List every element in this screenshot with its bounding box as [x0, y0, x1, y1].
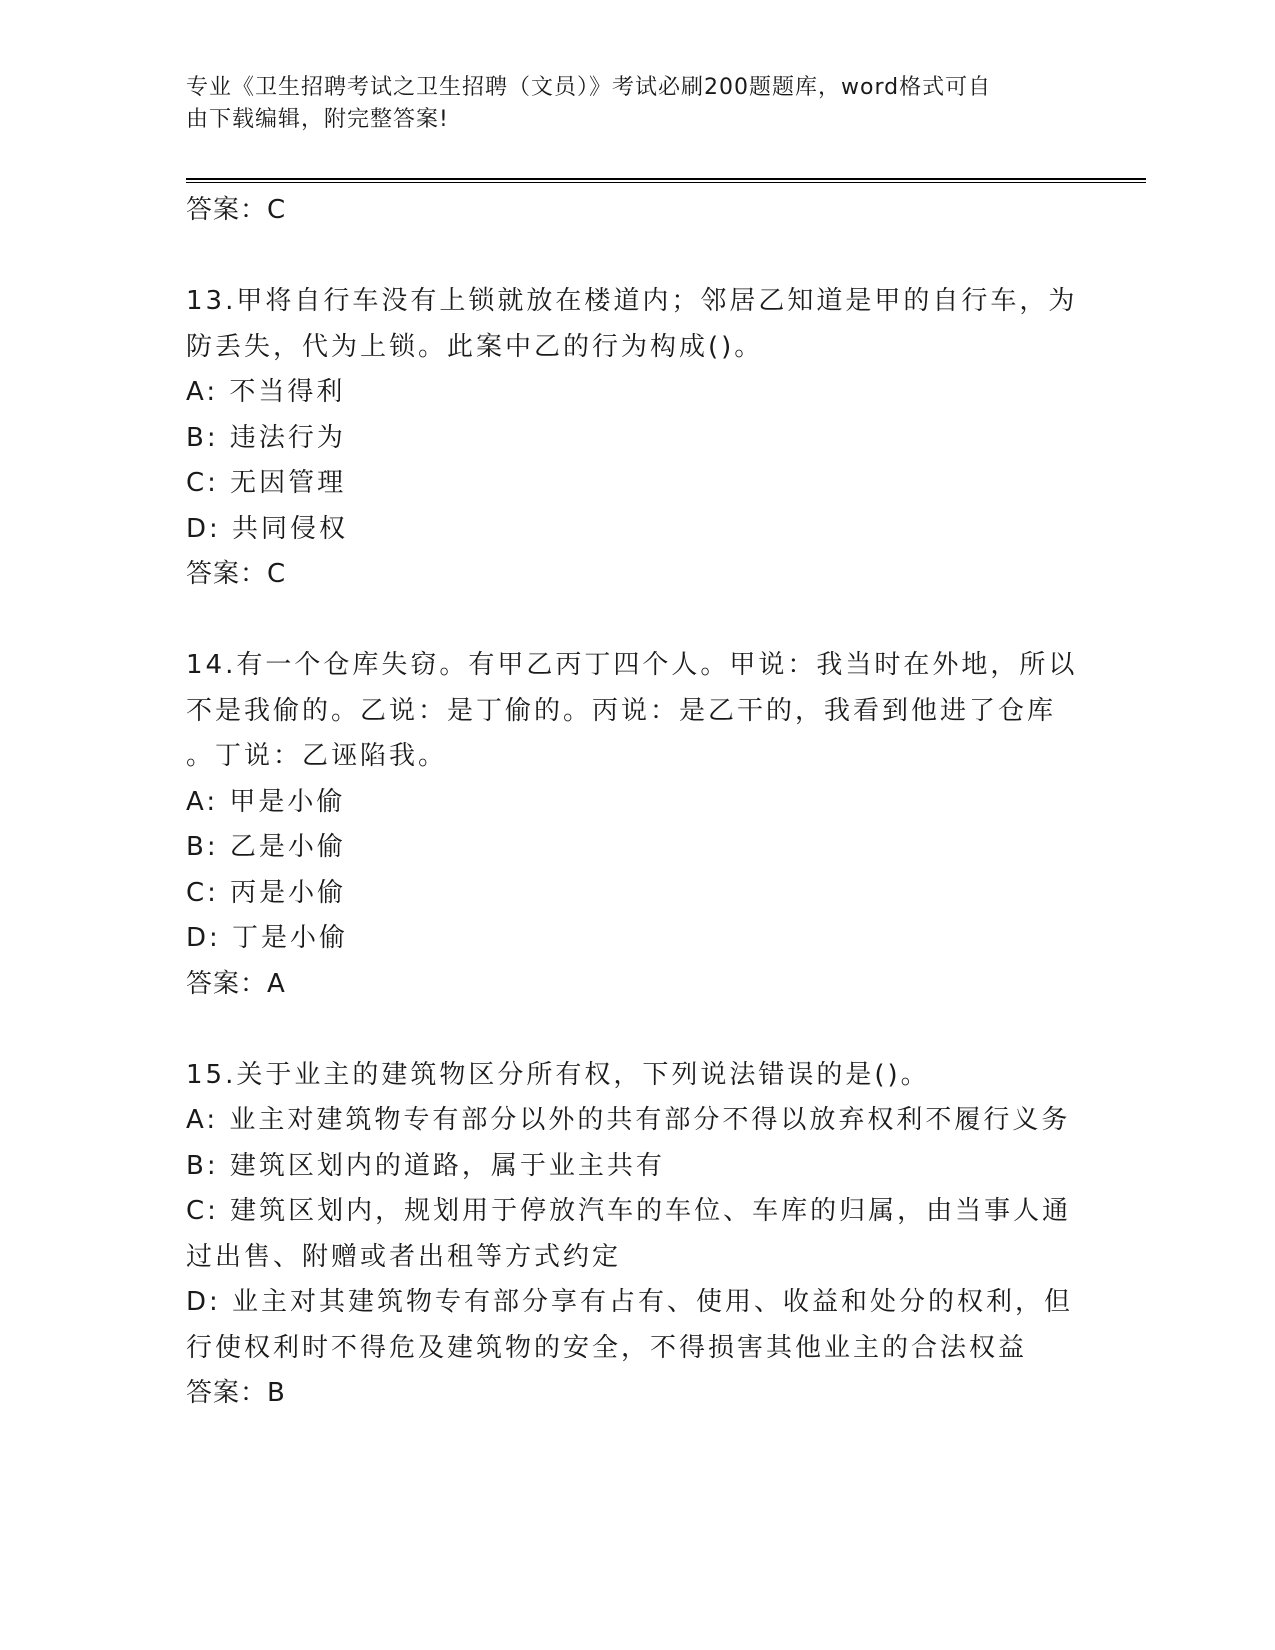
page-header: [186, 72, 1066, 136]
option-d: D: 共同侵权: [186, 513, 349, 544]
answer-line: 答案：B: [186, 1378, 286, 1408]
option-c: C: 建筑区划内，规划用于停放汽车的车位、车库的归属，由当事人通: [186, 1196, 1072, 1226]
option-c-continued: 过出售、附赠或者出租等方式约定: [186, 1241, 622, 1272]
question-text-line: 。丁说：乙诬陷我。: [186, 741, 448, 771]
option-a: A: 甲是小偷: [186, 786, 346, 817]
header-line-2: 由下载编辑，附完整答案!: [186, 107, 449, 132]
question-text-line: 14.有一个仓库失窃。有甲乙丙丁四个人。甲说：我当时在外地，所以: [186, 650, 1078, 680]
spacer: [186, 1007, 1076, 1053]
question-text-line: 防丢失，代为上锁。此案中乙的行为构成()。: [186, 331, 764, 362]
question-15: [186, 1053, 1076, 1417]
spacer: [186, 234, 1076, 280]
option-c: C: 丙是小偷: [186, 877, 347, 908]
question-text-line: 13.甲将自行车没有上锁就放在楼道内；邻居乙知道是甲的自行车，为: [186, 286, 1078, 316]
option-d-continued: 行使权利时不得危及建筑物的安全，不得损害其他业主的合法权益: [186, 1332, 1028, 1363]
option-c: C: 无因管理: [186, 468, 347, 498]
header-rule-thin: [186, 182, 1146, 183]
option-b: B: 建筑区划内的道路，属于业主共有: [186, 1150, 665, 1181]
header-rule-thick: [186, 178, 1146, 180]
document-body: [186, 188, 1076, 1417]
question-13: [186, 279, 1076, 598]
previous-answer: 答案：C: [186, 195, 287, 225]
question-14: [186, 643, 1076, 1007]
option-a: A: 业主对建筑物专有部分以外的共有部分不得以放弃权利不履行义务: [186, 1105, 1071, 1135]
header-line-1: 专业《卫生招聘考试之卫生招聘（文员）》考试必刷200题题库，word格式可自: [186, 75, 992, 100]
answer-line: 答案：C: [186, 559, 287, 589]
option-a: A: 不当得利: [186, 377, 346, 407]
option-b: B: 乙是小偷: [186, 832, 346, 862]
question-text-line: 不是我偷的。乙说：是丁偷的。丙说：是乙干的，我看到他进了仓库: [186, 695, 1057, 726]
option-d: D: 业主对其建筑物专有部分享有占有、使用、收益和处分的权利，但: [186, 1287, 1074, 1317]
option-d: D: 丁是小偷: [186, 923, 349, 953]
option-b: B: 违法行为: [186, 422, 346, 453]
question-text-line: 15.关于业主的建筑物区分所有权，下列说法错误的是()。: [186, 1059, 930, 1090]
answer-line: 答案：A: [186, 968, 286, 999]
spacer: [186, 598, 1076, 644]
